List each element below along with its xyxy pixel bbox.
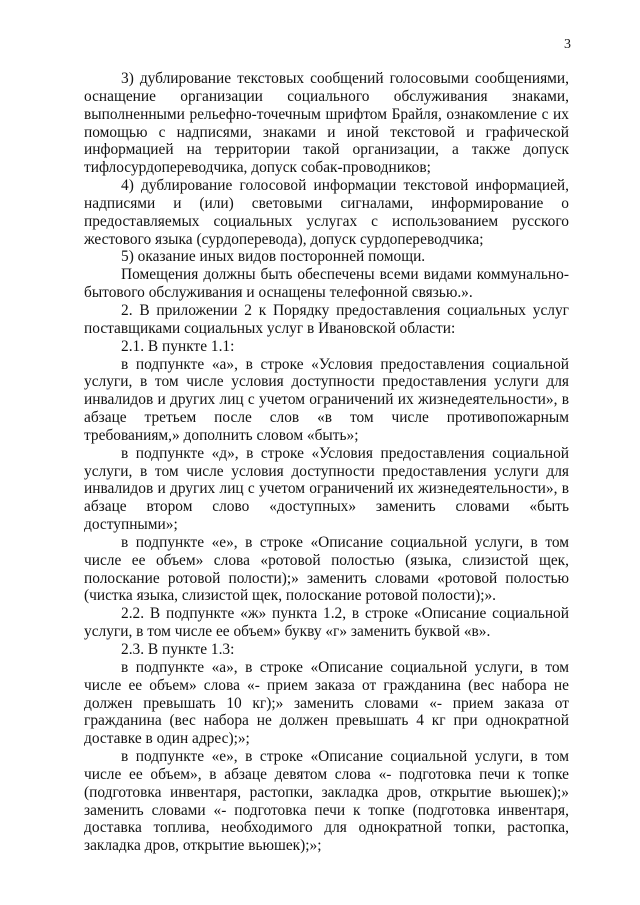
paragraph-section-2-2: 2.2. В подпункте «ж» пункта 1.2, в строке «Описание социальной услуги, в том числе ее объем» букву «г» заменить буквой «в». [84,605,569,641]
paragraph-1-3-subitem-e: в подпункте «е», в строке «Описание социальной услуги, в том числе ее объем», в абзаце девятом слова «- подготовка печи к топке (подготовка инвентаря, растопки, закладка дров, открытие вьюшек);» заменить словами «- подготовка печи к топке (подготовка инвентаря, доставка топлива, необходимого для однократной топки, растопка, закладка дров, открытие вьюшек);»; [84,748,569,855]
document-body [84,70,569,855]
paragraph-1-3-subitem-a: в подпункте «а», в строке «Описание социальной услуги, в том числе ее объем» слова «- прием заказа от гражданина (вес набора не должен превышать 10 кг);» заменить словами «- прием заказа от гражданина (вес набора не должен превышать 4 кг при однократной доставке в один адрес);»; [84,658,569,748]
page-number: 3 [564,37,571,52]
paragraph-premises: Помещения должны быть обеспечены всеми видами коммунально-бытового обслуживания и оснащены телефонной связью.». [84,266,569,302]
paragraph-item-5: 5) оказание иных видов посторонней помощи. [121,248,426,266]
paragraph-subitem-a: в подпункте «а», в строке «Условия предоставления социальной услуги, в том числе условия доступности предоставления услуги для инвалидов и других лиц с учетом ограничений их жизнедеятельности», в абзаце третьем после слов «в том числе противопожарным требованиям,» дополнить словом «быть»; [84,355,569,444]
paragraph-item-3: 3) дублирование текстовых сообщений голосовыми сообщениями, оснащение организации социального обслуживания знаками, выполненными рельефно-точечным шрифтом Брайля, ознакомление с их помощью с надписями, знаками и иной текстовой и графической информацией на территории такой организации, а также допуск тифлосурдопереводчика, допуск собак-проводников; [84,70,569,177]
paragraph-item-4: 4) дублирование голосовой информации текстовой информацией, надписями и (или) световыми сигналами, информирование о предоставляемых социальных услугах с использованием русского жестового языка (сурдоперевода), допуск сурдопереводчика; [84,177,569,248]
paragraph-section-2: 2. В приложении 2 к Порядку предоставления социальных услуг поставщиками социальных услуг в Ивановской области: [84,301,569,337]
paragraph-subitem-e: в подпункте «е», в строке «Описание социальной услуги, в том числе ее объем» слова «ротовой полостью (языка, слизистой щек, полоскание ротовой полости);» заменить словами «ротовой полостью (чистка языка, слизистой щек, полоскание ротовой полости);». [84,533,569,605]
paragraph-section-2-1: 2.1. В пункте 1.1: [121,337,235,355]
paragraph-section-2-3: 2.3. В пункте 1.3: [121,641,235,658]
paragraph-subitem-d: в подпункте «д», в строке «Условия предоставления социальной услуги, в том числе условия доступности предоставления услуги для инвалидов и других лиц с учетом ограничений их жизнедеятельности», в абзаце втором слово «доступных» заменить словами «быть доступными»; [84,444,569,534]
